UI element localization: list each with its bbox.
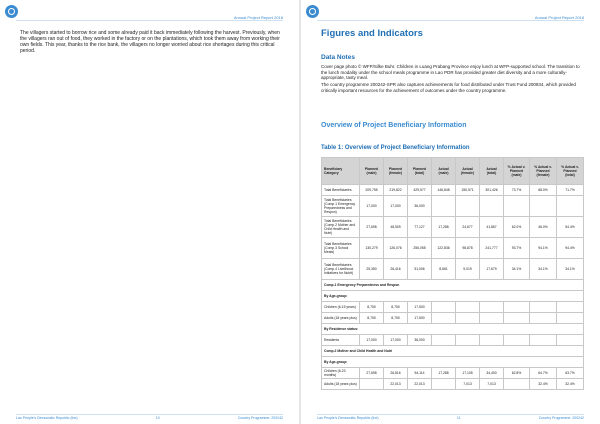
table-cell: 17,105	[456, 368, 480, 379]
table-cell: 27,698	[360, 217, 384, 238]
table-section-row	[322, 346, 584, 357]
left-page	[0, 0, 299, 424]
column-header: Planned (total)	[408, 158, 432, 185]
table-cell: 17,500	[408, 302, 432, 313]
table-cell	[504, 196, 530, 217]
table-cell	[557, 313, 584, 324]
table-cell: 8,750	[384, 313, 408, 324]
table-cell: 8,750	[360, 302, 384, 313]
column-header: Planned (female)	[384, 158, 408, 185]
column-header: % Actual v. Planned (male)	[504, 158, 530, 185]
table-cell: 8,750	[360, 313, 384, 324]
table-cell	[530, 302, 557, 313]
table-cell: 93.7%	[504, 238, 530, 259]
row-category: Total Beneficiaries (Comp.1 Emergency Preparedness and Respon)	[322, 196, 360, 217]
column-header: Planned (male)	[360, 158, 384, 185]
table-cell: 25,350	[360, 259, 384, 280]
row-category: Children (6-23 months)	[322, 368, 360, 379]
table-cell	[530, 196, 557, 217]
table-cell	[480, 335, 504, 346]
table-row	[322, 217, 584, 238]
body-paragraph: The villagers started to borrow rice and some already paid it back immediately following the harvest. Previously, when the villagers ran out of food, they worked in the factory or on the plantations, which took them away from working their own fields. This year, thanks to the rice bank, the villagers no longer worried about rice shortages during this critical period.	[20, 30, 280, 54]
table-cell: 241,777	[480, 238, 504, 259]
table-row	[322, 379, 584, 390]
page-title: Figures and Indicators	[321, 28, 423, 39]
table-cell	[504, 302, 530, 313]
footer	[16, 416, 283, 420]
footer-country: Lao People's Democratic Republic (the)	[317, 416, 379, 420]
table-cell: 32.4%	[557, 379, 584, 390]
table-cell: 9,019	[456, 259, 480, 280]
row-category: Total Beneficiaries (Comp.4 Livelihood Initiatives for Nutrit)	[322, 259, 360, 280]
table-cell: 34.1%	[504, 259, 530, 280]
table-cell	[530, 313, 557, 324]
row-category: Total Beneficiaries (Comp.3 School Meals)	[322, 238, 360, 259]
table-row	[322, 196, 584, 217]
table-cell: 41,867	[480, 217, 504, 238]
table-cell	[432, 313, 456, 324]
table-cell: 34,400	[480, 368, 504, 379]
table-cell: 126,076	[384, 238, 408, 259]
table-cell: 46.0%	[530, 217, 557, 238]
table-cell: 429,577	[408, 185, 432, 196]
data-notes-paragraph-1: Cover page photo © WFP/Silke Buhr. Children in Luang Prabang Province enjoy lunch at WFP-supported school. The transition to the lunch modality under the school meals programme in Lao PDR has provided greater diet diversity and a more culturally-appropriate, tasty meal.	[321, 64, 580, 81]
table-cell	[480, 313, 504, 324]
wfp-logo-icon	[306, 5, 319, 18]
table-cell: 94.1%	[530, 238, 557, 259]
table-cell	[480, 196, 504, 217]
table-cell: 32.4%	[530, 379, 557, 390]
table-row	[322, 335, 584, 346]
column-header: Actual (male)	[432, 158, 456, 185]
table-row	[322, 259, 584, 280]
table-cell: 150,571	[456, 185, 480, 196]
table-cell	[456, 302, 480, 313]
table-cell: 62.8%	[504, 368, 530, 379]
table-cell: 8,661	[432, 259, 456, 280]
wfp-logo-icon	[5, 5, 18, 18]
table-cell: 26,816	[384, 368, 408, 379]
table-heading: Table 1: Overview of Project Beneficiary Information	[321, 145, 470, 151]
table-cell	[557, 302, 584, 313]
table-row	[322, 302, 584, 313]
table-cell: 22,013	[408, 379, 432, 390]
column-header: % Actual v. Planned (female)	[530, 158, 557, 185]
table-cell: 98,878	[456, 238, 480, 259]
table-cell: 17,000	[384, 335, 408, 346]
table-cell	[432, 302, 456, 313]
table-cell	[432, 379, 456, 390]
table-section-row	[322, 280, 584, 291]
header-report-tag: Annual Project Report 2018	[534, 15, 584, 20]
table-cell: 301,426	[480, 185, 504, 196]
table-cell	[504, 335, 530, 346]
table-section-row	[322, 291, 584, 302]
table-cell	[557, 335, 584, 346]
table-cell: 209,755	[360, 185, 384, 196]
table-row	[322, 185, 584, 196]
table-cell	[456, 313, 480, 324]
table-section-row	[322, 324, 584, 335]
table-cell: 71.7%	[557, 185, 584, 196]
table-cell: 51,006	[408, 259, 432, 280]
table-cell: 17,288	[432, 368, 456, 379]
table-cell: 64.7%	[530, 368, 557, 379]
table-cell	[557, 196, 584, 217]
table-cell	[530, 335, 557, 346]
table-cell: 146,848	[432, 185, 456, 196]
row-category: Residents	[322, 335, 360, 346]
table-cell: 63.7%	[557, 368, 584, 379]
table-cell: 17,000	[360, 335, 384, 346]
table-row	[322, 238, 584, 259]
beneficiary-table	[321, 157, 584, 390]
table-cell: 17,000	[360, 196, 384, 217]
table-cell: 219,822	[384, 185, 408, 196]
column-header: Actual (female)	[456, 158, 480, 185]
footer-divider	[16, 414, 283, 415]
right-page	[301, 0, 600, 424]
row-category: Adults (18 years plus)	[322, 379, 360, 390]
table-cell: 130,279	[360, 238, 384, 259]
footer-programme: Country Programme: 200242	[237, 416, 283, 420]
table-cell	[360, 379, 384, 390]
overview-heading: Overview of Project Beneficiary Information	[321, 122, 467, 129]
header-report-tag: Annual Project Report 2018	[233, 15, 283, 20]
table-cell	[456, 335, 480, 346]
table-cell: 34.1%	[530, 259, 557, 280]
section-label: By Age-group:	[322, 291, 584, 302]
table-cell: 94.4%	[557, 238, 584, 259]
table-cell: 62.0%	[504, 217, 530, 238]
header-divider	[16, 20, 283, 21]
table-cell: 7,013	[456, 379, 480, 390]
table-cell	[480, 302, 504, 313]
column-header: % Actual v. Planned (total)	[557, 158, 584, 185]
section-label: Comp.1 Emergency Preparedness and Respon	[322, 280, 584, 291]
table-cell: 122,836	[432, 238, 456, 259]
table-cell	[432, 196, 456, 217]
footer-divider	[317, 414, 584, 415]
table-cell: 34.1%	[557, 259, 584, 280]
table-body	[322, 185, 584, 390]
table-cell: 26,416	[384, 259, 408, 280]
row-category: Total Beneficiaries	[322, 185, 360, 196]
table-section-row	[322, 357, 584, 368]
footer-programme: Country Programme: 200242	[538, 416, 584, 420]
table-cell: 27,698	[360, 368, 384, 379]
table-row	[322, 313, 584, 324]
table-cell: 256,055	[408, 238, 432, 259]
table-cell: 68.0%	[530, 185, 557, 196]
table-cell	[504, 313, 530, 324]
data-notes-heading: Data Notes	[321, 54, 355, 61]
table-cell	[432, 335, 456, 346]
footer-country: Lao People's Democratic Republic (the)	[16, 416, 78, 420]
table-cell: 77,127	[408, 217, 432, 238]
table-cell: 17,000	[384, 196, 408, 217]
section-label: By Residence status:	[322, 324, 584, 335]
section-label: By Age-group:	[322, 357, 584, 368]
header-divider	[317, 20, 584, 21]
table-cell: 22,013	[384, 379, 408, 390]
table-row	[322, 368, 584, 379]
page-number: 10	[155, 416, 160, 420]
table-cell: 48,509	[384, 217, 408, 238]
table-cell: 7,013	[480, 379, 504, 390]
table-cell: 24,677	[456, 217, 480, 238]
table-cell: 73.7%	[504, 185, 530, 196]
row-category: Total Beneficiaries (Comp.2 Mother and Child Health and Nutri)	[322, 217, 360, 238]
table-cell: 36,000	[408, 196, 432, 217]
row-category: Adults (18 years plus)	[322, 313, 360, 324]
table-cell: 17,288	[432, 217, 456, 238]
table-cell: 54,114	[408, 368, 432, 379]
row-category: Children (6-15 years)	[322, 302, 360, 313]
table-cell: 17,500	[408, 313, 432, 324]
data-notes-paragraph-2: The country programme 200242-SPR also captures achievements for food distributed under Trust Fund 200934, which provided critically important resources for the achievement of outcomes under the country programme.	[321, 82, 576, 93]
section-label: Comp.2 Mother and Child Health and Nutri	[322, 346, 584, 357]
table-cell	[456, 196, 480, 217]
column-header: Beneficiary Category	[322, 158, 360, 185]
table-cell: 36,000	[408, 335, 432, 346]
table-cell: 8,750	[384, 302, 408, 313]
table-cell: 17,679	[480, 259, 504, 280]
page-number: 11	[456, 416, 461, 420]
footer	[317, 416, 584, 420]
table-cell	[504, 379, 530, 390]
table-header-row	[322, 158, 584, 185]
column-header: Actual (total)	[480, 158, 504, 185]
table-cell: 54.4%	[557, 217, 584, 238]
